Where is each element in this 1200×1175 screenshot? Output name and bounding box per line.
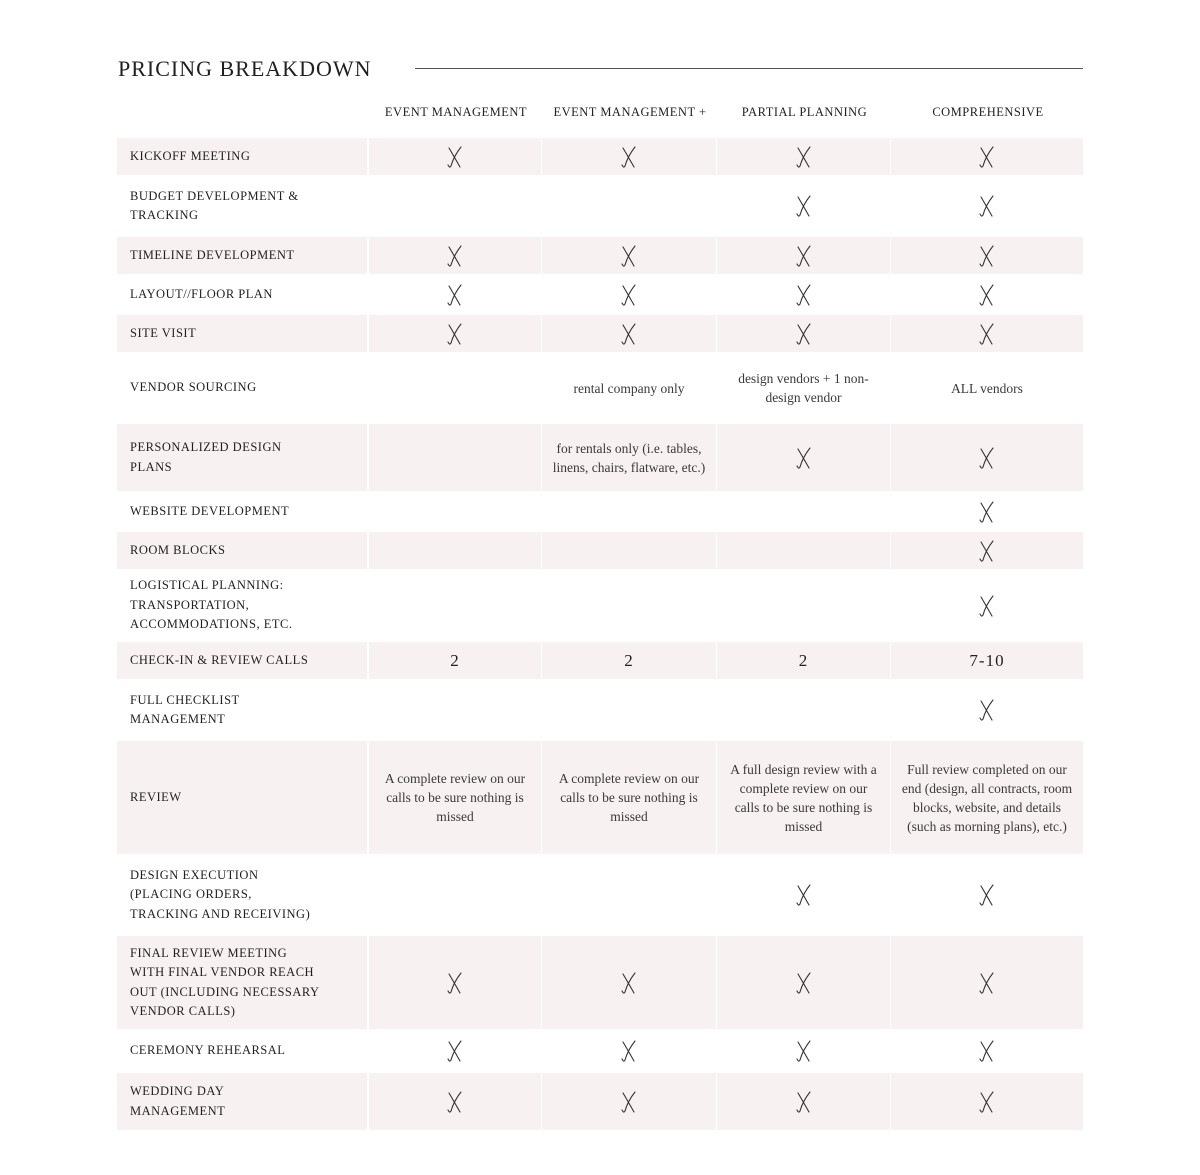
table-row bbox=[117, 936, 1083, 1029]
cell-event-management bbox=[369, 1073, 541, 1130]
table-row bbox=[117, 571, 1083, 640]
row-label-cell bbox=[117, 177, 367, 235]
cell-partial-planning bbox=[717, 424, 890, 491]
check-mark-icon bbox=[445, 144, 465, 170]
check-mark-icon bbox=[619, 970, 639, 996]
row-label-cell bbox=[117, 1073, 367, 1130]
cell-note: rental company only bbox=[573, 380, 685, 396]
cell-note: for rentals only (i.e. tables, linens, chairs, flatware, etc.) bbox=[552, 440, 706, 475]
row-label: VENDOR SOURCING bbox=[130, 380, 257, 395]
call-count: 2 bbox=[450, 650, 460, 670]
row-label-cell bbox=[117, 681, 367, 739]
check-mark-icon bbox=[794, 970, 814, 996]
row-label: ROOM BLOCKS bbox=[130, 542, 226, 557]
cell-comprehensive bbox=[891, 177, 1083, 235]
cell-event-management-plus bbox=[542, 936, 716, 1029]
table-row bbox=[117, 856, 1083, 934]
check-mark-icon bbox=[619, 144, 639, 170]
row-label: CEREMONY REHEARSAL bbox=[130, 1043, 286, 1058]
cell-comprehensive bbox=[891, 424, 1083, 491]
cell-partial-planning bbox=[717, 315, 890, 352]
cell-event-management-plus bbox=[542, 681, 716, 739]
check-mark-icon bbox=[445, 970, 465, 996]
row-label: LOGISTICAL PLANNING: TRANSPORTATION, ACCOMMODATIONS, ETC. bbox=[130, 578, 293, 632]
cell-note: design vendors + 1 non-design vendor bbox=[738, 371, 869, 405]
cell-partial-planning bbox=[717, 177, 890, 235]
cell-event-management-plus bbox=[542, 177, 716, 235]
check-mark-icon bbox=[977, 243, 997, 269]
cell-event-management bbox=[369, 741, 541, 854]
table-row bbox=[117, 532, 1083, 569]
table-row bbox=[117, 138, 1083, 175]
check-mark-icon bbox=[977, 499, 997, 525]
row-label-cell bbox=[117, 354, 367, 422]
row-label-cell bbox=[117, 493, 367, 530]
cell-comprehensive bbox=[891, 237, 1083, 274]
row-label-cell bbox=[117, 1031, 367, 1071]
check-mark-icon bbox=[977, 193, 997, 219]
check-mark-icon bbox=[619, 282, 639, 308]
table-row bbox=[117, 1031, 1083, 1071]
row-label: BUDGET DEVELOPMENT & TRACKING bbox=[130, 188, 299, 222]
cell-event-management bbox=[369, 642, 541, 679]
cell-comprehensive bbox=[891, 276, 1083, 313]
column-header-event-management: EVENT MANAGEMENT bbox=[384, 105, 528, 119]
cell-event-management-plus bbox=[542, 354, 716, 422]
row-label: FULL CHECKLIST MANAGEMENT bbox=[130, 692, 240, 726]
row-label: CHECK-IN & REVIEW CALLS bbox=[130, 652, 309, 667]
check-mark-icon bbox=[977, 1089, 997, 1115]
cell-event-management-plus bbox=[542, 424, 716, 491]
check-mark-icon bbox=[977, 445, 997, 471]
check-mark-icon bbox=[445, 243, 465, 269]
row-label: WEDDING DAY MANAGEMENT bbox=[130, 1084, 226, 1118]
check-mark-icon bbox=[977, 321, 997, 347]
check-mark-icon bbox=[977, 144, 997, 170]
table-row bbox=[117, 276, 1083, 313]
cell-event-management bbox=[369, 936, 541, 1029]
check-mark-icon bbox=[977, 593, 997, 619]
check-mark-icon bbox=[445, 1038, 465, 1064]
check-mark-icon bbox=[794, 445, 814, 471]
cell-partial-planning bbox=[717, 237, 890, 274]
cell-event-management bbox=[369, 315, 541, 352]
cell-event-management bbox=[369, 424, 541, 491]
cell-comprehensive bbox=[891, 532, 1083, 569]
cell-event-management bbox=[369, 681, 541, 739]
check-mark-icon bbox=[445, 282, 465, 308]
cell-event-management-plus bbox=[542, 571, 716, 640]
row-label: REVIEW bbox=[130, 789, 182, 804]
cell-event-management-plus bbox=[542, 237, 716, 274]
row-label: DESIGN EXECUTION (PLACING ORDERS, TRACKING AND RECEIVING) bbox=[130, 867, 311, 921]
title-divider bbox=[415, 68, 1083, 69]
cell-note: A complete review on our calls to be sure nothing is missed bbox=[558, 771, 700, 824]
cell-note: A complete review on our calls to be sure nothing is missed bbox=[384, 771, 526, 824]
cell-comprehensive bbox=[891, 936, 1083, 1029]
cell-comprehensive bbox=[891, 681, 1083, 739]
cell-partial-planning bbox=[717, 856, 890, 934]
table-row bbox=[117, 741, 1083, 854]
column-header-event-management-plus: EVENT MANAGEMENT + bbox=[553, 105, 707, 119]
cell-event-management bbox=[369, 1031, 541, 1071]
cell-event-management-plus bbox=[542, 1031, 716, 1071]
cell-event-management-plus bbox=[542, 315, 716, 352]
cell-comprehensive bbox=[891, 856, 1083, 934]
check-mark-icon bbox=[619, 1089, 639, 1115]
cell-event-management-plus bbox=[542, 532, 716, 569]
row-label: LAYOUT//FLOOR PLAN bbox=[130, 286, 273, 301]
page-title: PRICING BREAKDOWN bbox=[118, 56, 372, 81]
check-mark-icon bbox=[445, 1089, 465, 1115]
check-mark-icon bbox=[977, 282, 997, 308]
cell-event-management bbox=[369, 138, 541, 175]
row-label-cell bbox=[117, 532, 367, 569]
cell-comprehensive bbox=[891, 138, 1083, 175]
cell-comprehensive bbox=[891, 493, 1083, 530]
cell-comprehensive bbox=[891, 354, 1083, 422]
table-row bbox=[117, 493, 1083, 530]
check-mark-icon bbox=[977, 538, 997, 564]
row-label-cell bbox=[117, 856, 367, 934]
call-count: 2 bbox=[624, 650, 634, 670]
cell-event-management bbox=[369, 177, 541, 235]
check-mark-icon bbox=[794, 144, 814, 170]
pricing-table bbox=[117, 138, 1083, 1130]
row-label-cell bbox=[117, 138, 367, 175]
cell-partial-planning bbox=[717, 681, 890, 739]
row-label: FINAL REVIEW MEETING WITH FINAL VENDOR REACH OUT (INCLUDING NECESSARY VENDOR CALLS) bbox=[130, 945, 320, 1018]
column-header-row bbox=[118, 100, 1083, 126]
cell-event-management bbox=[369, 493, 541, 530]
row-label: SITE VISIT bbox=[130, 325, 197, 340]
cell-partial-planning bbox=[717, 354, 890, 422]
check-mark-icon bbox=[794, 243, 814, 269]
table-row bbox=[117, 354, 1083, 422]
cell-partial-planning bbox=[717, 493, 890, 530]
cell-event-management-plus bbox=[542, 856, 716, 934]
cell-comprehensive bbox=[891, 1073, 1083, 1130]
row-label-cell bbox=[117, 741, 367, 854]
cell-event-management-plus bbox=[542, 642, 716, 679]
cell-event-management-plus bbox=[542, 276, 716, 313]
row-label-cell bbox=[117, 276, 367, 313]
cell-event-management bbox=[369, 856, 541, 934]
cell-event-management bbox=[369, 571, 541, 640]
check-mark-icon bbox=[794, 1089, 814, 1115]
check-mark-icon bbox=[445, 321, 465, 347]
cell-note: Full review completed on our end (design, all contracts, room blocks, website, and details (such as morning plans), etc.) bbox=[901, 761, 1073, 834]
cell-note: A full design review with a complete review on our calls to be sure nothing is missed bbox=[730, 761, 877, 834]
row-label-cell bbox=[117, 642, 367, 679]
row-label-cell bbox=[117, 424, 367, 491]
row-label-cell bbox=[117, 237, 367, 274]
row-label: PERSONALIZED DESIGN PLANS bbox=[130, 440, 282, 474]
row-label: WEBSITE DEVELOPMENT bbox=[130, 503, 290, 518]
check-mark-icon bbox=[977, 970, 997, 996]
table-row bbox=[117, 315, 1083, 352]
check-mark-icon bbox=[977, 882, 997, 908]
title-row bbox=[118, 54, 1083, 84]
cell-partial-planning bbox=[717, 532, 890, 569]
row-label: TIMELINE DEVELOPMENT bbox=[130, 247, 295, 262]
cell-event-management bbox=[369, 276, 541, 313]
cell-event-management-plus bbox=[542, 1073, 716, 1130]
table-row bbox=[117, 642, 1083, 679]
cell-event-management-plus bbox=[542, 138, 716, 175]
cell-partial-planning bbox=[717, 1073, 890, 1130]
table-row bbox=[117, 237, 1083, 274]
check-mark-icon bbox=[794, 882, 814, 908]
row-label-cell bbox=[117, 315, 367, 352]
check-mark-icon bbox=[794, 321, 814, 347]
row-label-cell bbox=[117, 571, 367, 640]
cell-comprehensive bbox=[891, 1031, 1083, 1071]
table-row bbox=[117, 177, 1083, 235]
cell-partial-planning bbox=[717, 138, 890, 175]
cell-event-management bbox=[369, 532, 541, 569]
cell-comprehensive bbox=[891, 315, 1083, 352]
cell-comprehensive bbox=[891, 741, 1083, 854]
call-count: 2 bbox=[798, 650, 809, 670]
cell-event-management-plus bbox=[542, 493, 716, 530]
cell-partial-planning bbox=[717, 936, 890, 1029]
cell-partial-planning bbox=[717, 1031, 890, 1071]
check-mark-icon bbox=[619, 243, 639, 269]
row-label-cell bbox=[117, 936, 367, 1029]
call-count: 7-10 bbox=[969, 650, 1005, 670]
table-row bbox=[117, 681, 1083, 739]
cell-comprehensive bbox=[891, 571, 1083, 640]
check-mark-icon bbox=[977, 1038, 997, 1064]
check-mark-icon bbox=[794, 282, 814, 308]
check-mark-icon bbox=[794, 1038, 814, 1064]
table-row bbox=[117, 424, 1083, 491]
cell-event-management bbox=[369, 237, 541, 274]
table-row bbox=[117, 1073, 1083, 1130]
cell-partial-planning bbox=[717, 642, 890, 679]
check-mark-icon bbox=[794, 193, 814, 219]
cell-partial-planning bbox=[717, 741, 890, 854]
row-label: KICKOFF MEETING bbox=[130, 148, 251, 163]
cell-event-management-plus bbox=[542, 741, 716, 854]
cell-event-management bbox=[369, 354, 541, 422]
cell-partial-planning bbox=[717, 571, 890, 640]
cell-comprehensive bbox=[891, 642, 1083, 679]
check-mark-icon bbox=[619, 1038, 639, 1064]
column-header-partial-planning: PARTIAL PLANNING bbox=[741, 105, 868, 119]
check-mark-icon bbox=[619, 321, 639, 347]
column-header-comprehensive: COMPREHENSIVE bbox=[932, 105, 1044, 119]
cell-partial-planning bbox=[717, 276, 890, 313]
check-mark-icon bbox=[977, 697, 997, 723]
cell-note: ALL vendors bbox=[951, 380, 1023, 396]
